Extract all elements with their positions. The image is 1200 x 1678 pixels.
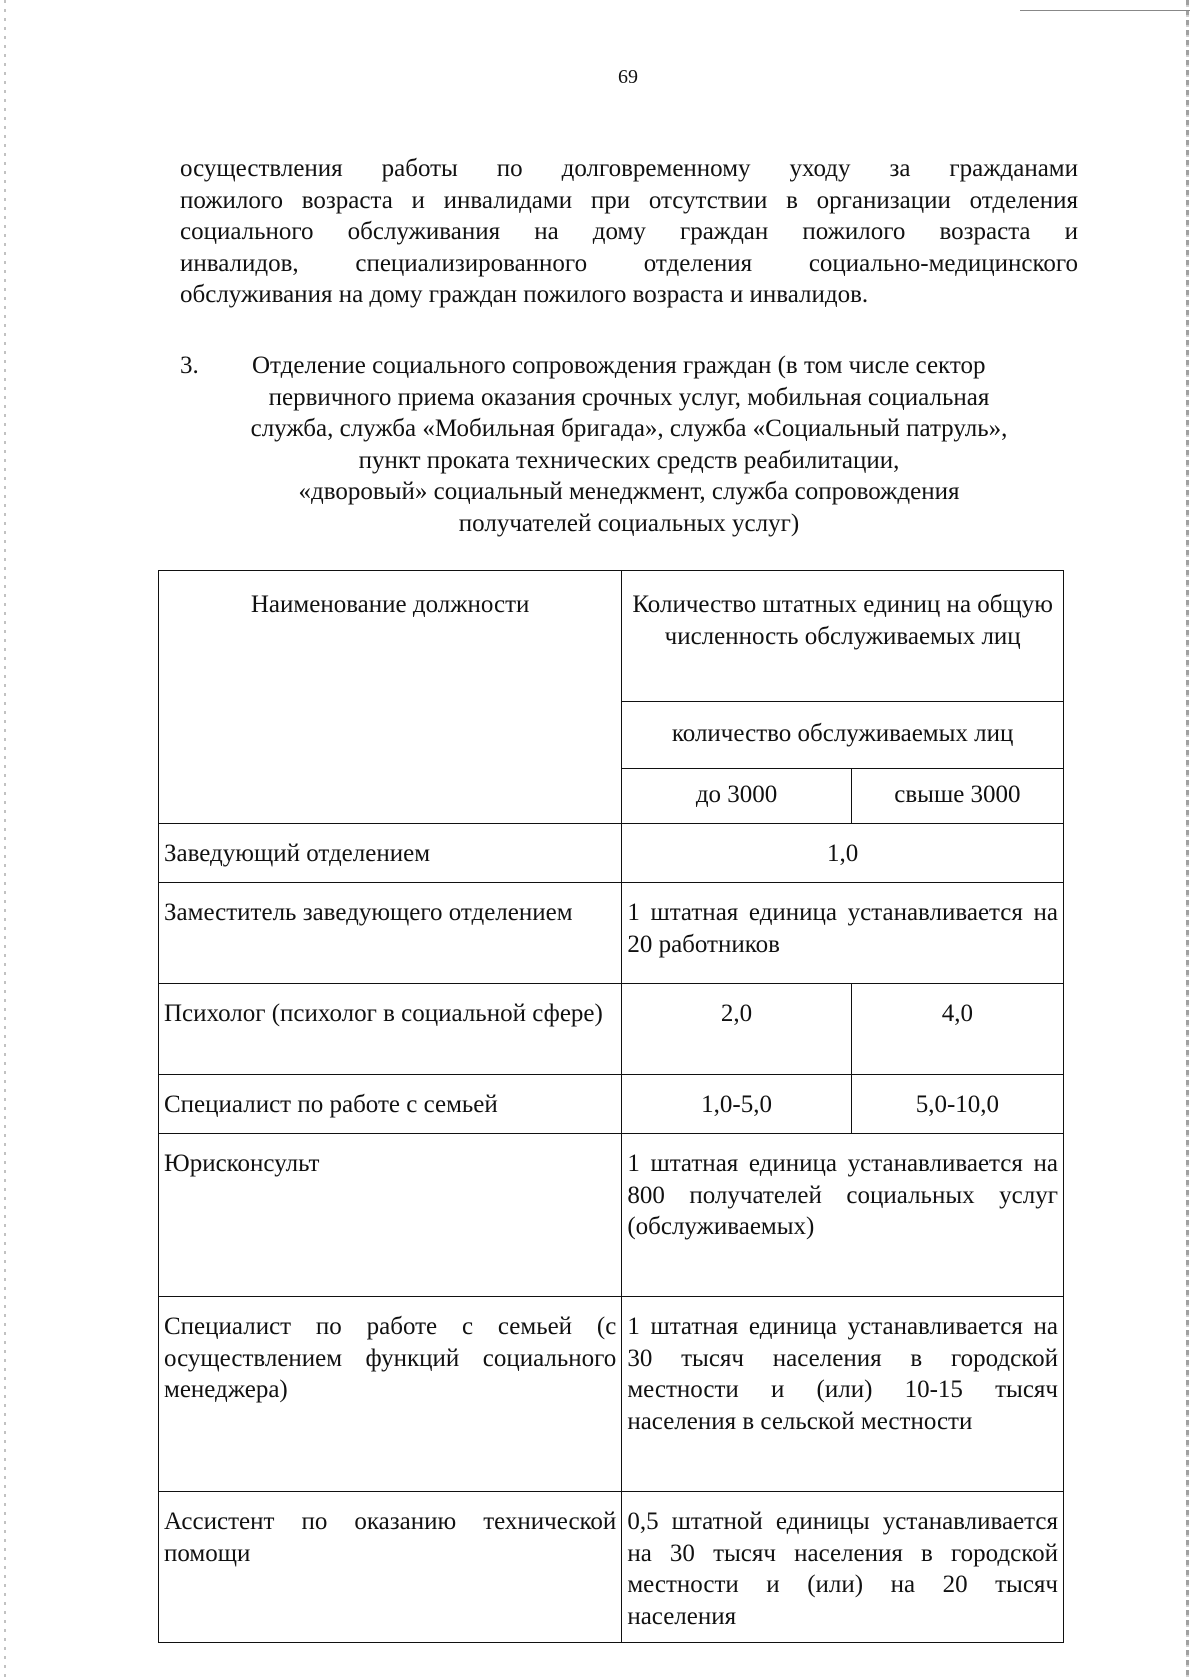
intro-paragraph-text <box>180 153 1078 311</box>
section-heading <box>180 350 1078 539</box>
section-title-line: пункт проката технических средств реабилитации, <box>358 446 900 474</box>
position-cell: Психолог (психолог в социальной сфере) <box>159 984 622 1075</box>
position-cell: Юрисконсульт <box>159 1134 622 1297</box>
table-row <box>159 824 1064 883</box>
section-title-line: служба, служба «Мобильная бригада», служба «Социальный патруль», <box>250 415 1008 442</box>
value-over-cell: 4,0 <box>851 984 1063 1075</box>
section-title-line: Отделение социального сопровождения граждан (в том числе сектор <box>252 352 986 379</box>
table-row <box>159 1134 1064 1297</box>
intro-line: обслуживания на дому граждан пожилого возраста и инвалидов. <box>180 281 869 308</box>
value-cell: 1 штатная единица устанавливается на 20 работников <box>622 883 1064 984</box>
section-title-line: получателей социальных услуг) <box>458 509 800 537</box>
position-cell: Специалист по работе с семьей (с осуществлением функций социального менеджера) <box>159 1297 622 1492</box>
page-number: 69 <box>618 66 638 88</box>
intro-paragraph <box>180 153 1078 311</box>
intro-line: социального обслуживания на дому граждан пожилого возраста и <box>180 218 1078 245</box>
scan-edge-right <box>1186 0 1189 1678</box>
table-row <box>159 1075 1064 1134</box>
position-cell: Специалист по работе с семьей <box>159 1075 622 1134</box>
section-number: 3. <box>180 352 199 379</box>
value-cell: 0,5 штатной единицы устанавливается на 30 тысяч населения в городской местности и (или) на 20 тысяч населения <box>622 1492 1064 1643</box>
value-over-cell: 5,0-10,0 <box>851 1075 1063 1134</box>
position-cell: Ассистент по оказанию технической помощи <box>159 1492 622 1643</box>
header-position: Наименование должности <box>159 571 622 824</box>
intro-line: осуществления работы по долговременному уходу за гражданами <box>180 155 1078 182</box>
table-row <box>159 984 1064 1075</box>
intro-line: пожилого возраста и инвалидами при отсутствии в организации отделения <box>180 186 1078 214</box>
table-row <box>159 883 1064 984</box>
scan-edge-left <box>4 0 6 1678</box>
value-cell: 1,0 <box>622 824 1064 883</box>
section-title-line: «дворовый» социальный менеджмент, служба сопровождения <box>298 478 960 505</box>
table-header-row <box>159 571 1064 702</box>
table-row <box>159 1297 1064 1492</box>
value-cell: 1 штатная единица устанавливается на 30 тысяч населения в городской местности и (или) 10-15 тысяч населения в сельской местности <box>622 1297 1064 1492</box>
section-title-line: первичного приема оказания срочных услуг, мобильная социальная <box>268 383 990 411</box>
header-quantity: Количество штатных единиц на общую численность обслуживаемых лиц <box>622 571 1064 702</box>
position-cell: Заместитель заведующего отделением <box>159 883 622 984</box>
scan-top-line <box>1020 10 1190 11</box>
header-served-count: количество обслуживаемых лиц <box>622 702 1064 769</box>
header-over: свыше 3000 <box>851 769 1063 824</box>
staffing-table <box>158 570 1064 1643</box>
value-up-to-cell: 1,0-5,0 <box>622 1075 851 1134</box>
value-up-to-cell: 2,0 <box>622 984 851 1075</box>
table-row <box>159 1492 1064 1643</box>
intro-line: инвалидов, специализированного отделения социально-медицинского <box>180 249 1078 277</box>
header-up-to: до 3000 <box>622 769 851 824</box>
position-cell: Заведующий отделением <box>159 824 622 883</box>
value-cell: 1 штатная единица устанавливается на 800 получателей социальных услуг (обслуживаемых) <box>622 1134 1064 1297</box>
